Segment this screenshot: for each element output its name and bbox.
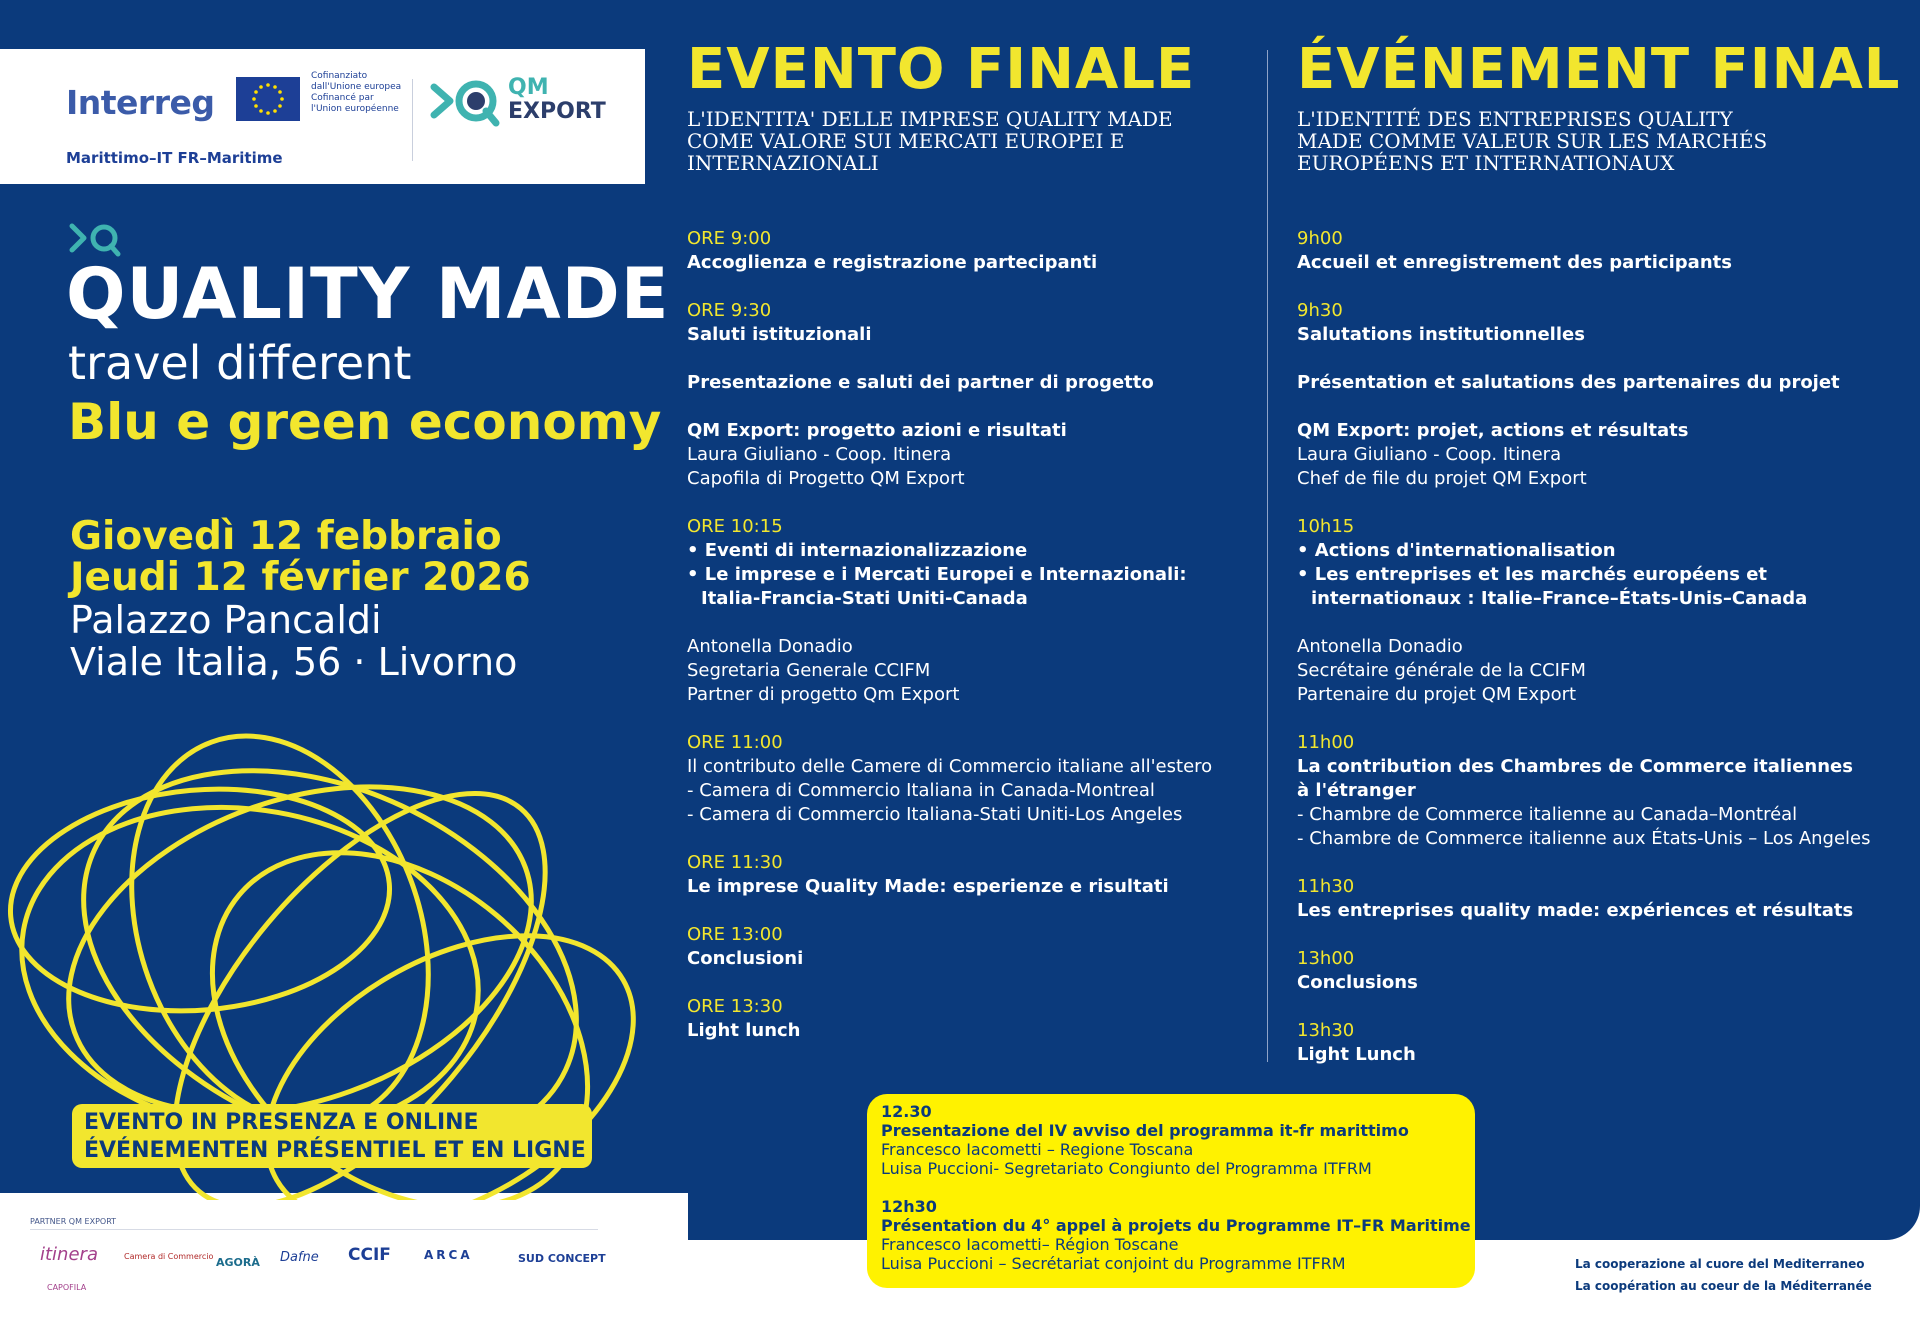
subtitle-it <box>687 108 1252 174</box>
eu-text-line: Cofinancé par <box>311 93 374 103</box>
time-label: 11h30 <box>1297 876 1355 897</box>
agenda-item: • Actions d'internationalisation <box>1297 540 1616 561</box>
title-fr: ÉVÉNEMENT FINAL <box>1297 37 1901 102</box>
agenda-item: • Les entreprises et les marchés européens et <box>1297 564 1768 585</box>
agenda-item: Light Lunch <box>1297 1044 1416 1065</box>
agenda-item: • Eventi di internazionalizzazione <box>687 540 1028 561</box>
column-divider <box>1267 50 1268 1062</box>
subtitle-line: COME VALORE SUI MERCATI EUROPEI E <box>687 129 1125 153</box>
subtitle-line: INTERNAZIONALI <box>687 151 879 175</box>
agenda-item: Conclusioni <box>687 948 804 969</box>
time-label: 9h00 <box>1297 228 1343 249</box>
time-label: 12.30 <box>881 1102 932 1121</box>
agenda-item: Présentation et salutations des partenaires du projet <box>1297 372 1840 393</box>
agenda-item: internationaux : Italie–France–États-Unis–Canada <box>1311 588 1808 609</box>
eu-text-line: l'Union européenne <box>311 104 399 114</box>
partner-logo-agora: AGORÀ <box>216 1256 260 1269</box>
time-label: 11h00 <box>1297 732 1355 753</box>
subtitle-line: MADE COMME VALEUR SUR LES MARCHÉS <box>1297 129 1768 153</box>
agenda-item: Italia-Francia-Stati Uniti-Canada <box>701 588 1028 609</box>
speaker-line: Luisa Puccioni- Segretariato Congiunto del Programma ITFRM <box>881 1159 1372 1178</box>
time-label: ORE 9:30 <box>687 300 772 321</box>
attendance-banner <box>72 1104 592 1168</box>
partner-logo-sud-concept: SUD CONCEPT <box>518 1252 606 1265</box>
speaker-role: Partenaire du projet QM Export <box>1297 684 1577 705</box>
agenda-item: Presentazione e saluti dei partner di progetto <box>687 372 1154 393</box>
subtitle-line: L'IDENTITÉ DES ENTREPRISES QUALITY <box>1297 107 1733 131</box>
speaker-line: Francesco Iacometti – Regione Toscana <box>881 1140 1194 1159</box>
eu-text-line: Cofinanziato <box>311 71 368 81</box>
speaker-name: Laura Giuliano - Coop. Itinera <box>1297 444 1562 465</box>
partner-logo-ccif: CCIF <box>348 1245 391 1265</box>
time-label: ORE 13:30 <box>687 996 783 1017</box>
programme-presentation-box <box>867 1094 1475 1288</box>
speaker-line: Luisa Puccioni – Secrétariat conjoint du Programme ITFRM <box>881 1254 1346 1273</box>
speaker-name: Laura Giuliano - Coop. Itinera <box>687 444 952 465</box>
agenda-item: • Le imprese e i Mercati Europei e Internazionali: <box>687 564 1187 585</box>
attendance-it: EVENTO IN PRESENZA E ONLINE <box>84 1110 479 1135</box>
eu-text-line: dall'Unione europea <box>311 82 402 92</box>
speaker-role: Secrétaire générale de la CCIFM <box>1297 660 1586 681</box>
programme-name: Marittimo–IT FR–Maritime <box>66 149 283 167</box>
qm-logo-top: QM <box>508 75 549 100</box>
attendance-fr: ÉVÉNEMENTEN PRÉSENTIEL ET EN LIGNE <box>84 1138 586 1163</box>
agenda-item: Salutations institutionnelles <box>1297 324 1585 345</box>
speaker-role: Chef de file du projet QM Export <box>1297 468 1587 489</box>
quality-made-title: QUALITY MADE <box>66 253 670 335</box>
time-label: ORE 11:00 <box>687 732 783 753</box>
speaker-name: Antonella Donadio <box>1297 636 1463 657</box>
agenda-item: à l'étranger <box>1297 780 1416 801</box>
logo-divider <box>412 79 413 161</box>
agenda-item: Accoglienza e registrazione partecipanti <box>687 252 1098 273</box>
program-french <box>1297 34 1901 1065</box>
partners-divider <box>30 1229 598 1230</box>
agenda-item: QM Export: progetto azioni e risultati <box>687 420 1067 441</box>
agenda-subitem: - Camera di Commercio Italiana in Canada-Montreal <box>687 780 1155 801</box>
partner-logo-arca: ARCA <box>424 1248 473 1262</box>
partners-label: PARTNER QM EXPORT <box>30 1217 117 1226</box>
partner-logo-camera-commercio: Camera di Commercio <box>124 1252 214 1261</box>
tagline: travel different <box>68 336 412 390</box>
theme-title: Blu e green economy <box>68 393 662 451</box>
agenda-item: Saluti istituzionali <box>687 324 872 345</box>
presentation-title-fr: Présentation du 4° appel à projets du Programme IT–FR Maritime <box>881 1216 1471 1235</box>
time-label: 12h30 <box>881 1197 937 1216</box>
qm-logo-bottom: EXPORT <box>508 99 606 124</box>
event-venue: Palazzo Pancaldi <box>70 598 382 642</box>
time-label: 9h30 <box>1297 300 1343 321</box>
speaker-role: Capofila di Progetto QM Export <box>687 468 965 489</box>
subtitle-line: L'IDENTITA' DELLE IMPRESE QUALITY MADE <box>687 107 1173 131</box>
agenda-subitem: - Chambre de Commerce italienne au Canada–Montréal <box>1297 804 1798 825</box>
time-label: 13h00 <box>1297 948 1355 969</box>
time-label: ORE 13:00 <box>687 924 783 945</box>
agenda-item: Conclusions <box>1297 972 1418 993</box>
time-label: 13h30 <box>1297 1020 1355 1041</box>
title-it: EVENTO FINALE <box>687 37 1196 102</box>
agenda-item: La contribution des Chambres de Commerce italiennes <box>1297 756 1853 777</box>
agenda-subitem: - Camera di Commercio Italiana-Stati Uniti-Los Angeles <box>687 804 1183 825</box>
speaker-role: Partner di progetto Qm Export <box>687 684 960 705</box>
eu-cofinancing-text <box>311 71 421 115</box>
agenda-item: QM Export: projet, actions et résultats <box>1297 420 1689 441</box>
partner-logo-dafne: Dafne <box>280 1250 319 1265</box>
cooperation-motto-fr: La coopération au coeur de la Méditerranée <box>1575 1279 1872 1293</box>
speaker-line: Francesco Iacometti– Région Toscane <box>881 1235 1179 1254</box>
qm-arrow-globe-icon <box>430 73 506 133</box>
schedule-fr <box>1297 227 1871 1091</box>
agenda-item: Les entreprises quality made: expériences et résultats <box>1297 900 1854 921</box>
agenda-subitem: - Chambre de Commerce italienne aux États-Unis – Los Angeles <box>1297 828 1871 849</box>
qm-export-logo <box>430 73 630 143</box>
program-italian <box>687 34 1252 1041</box>
event-date-it: Giovedì 12 febbraio <box>70 514 502 559</box>
agenda-item: Accueil et enregistrement des participants <box>1297 252 1732 273</box>
cooperation-motto-it: La cooperazione al cuore del Mediterraneo <box>1575 1257 1865 1271</box>
time-label: ORE 9:00 <box>687 228 772 249</box>
speaker-role: Segretaria Generale CCIFM <box>687 660 931 681</box>
schedule-it <box>687 227 1212 1067</box>
time-label: 10h15 <box>1297 516 1355 537</box>
header-logo-box <box>0 49 645 184</box>
time-label: ORE 11:30 <box>687 852 783 873</box>
subtitle-fr <box>1297 108 1897 174</box>
interreg-logo: Interreg <box>66 83 215 122</box>
agenda-item: Light lunch <box>687 1020 801 1041</box>
speaker-name: Antonella Donadio <box>687 636 853 657</box>
subtitle-line: EUROPÉENS ET INTERNATIONAUX <box>1297 151 1675 175</box>
presentation-title-it: Presentazione del IV avviso del programma it-fr marittimo <box>881 1121 1409 1140</box>
agenda-item: Le imprese Quality Made: esperienze e risultati <box>687 876 1169 897</box>
agenda-item: Il contributo delle Camere di Commercio italiane all'estero <box>687 756 1213 777</box>
time-label: ORE 10:15 <box>687 516 783 537</box>
capofila-label: CAPOFILA <box>47 1283 87 1292</box>
event-address: Viale Italia, 56 · Livorno <box>70 640 518 684</box>
eu-flag-icon <box>236 77 300 121</box>
partner-logo-itinera: itinera <box>40 1244 98 1265</box>
event-date-fr: Jeudi 12 février 2026 <box>70 555 531 600</box>
